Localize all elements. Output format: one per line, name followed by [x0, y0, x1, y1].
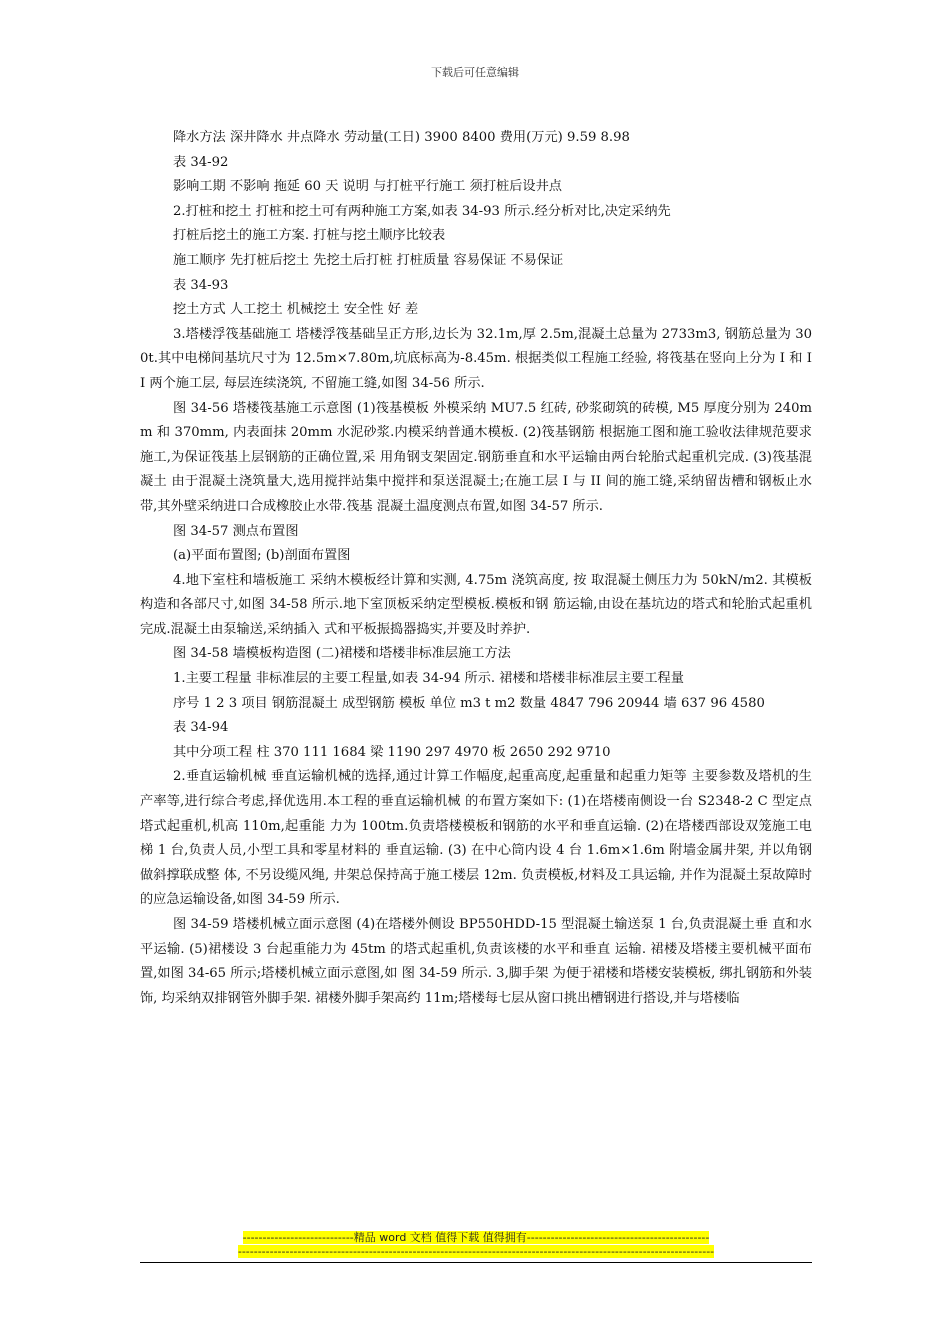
paragraph: 3.塔楼浮筏基础施工 塔楼浮筏基础呈正方形,边长为 32.1m,厚 2.5m,混凝土总量为 2733m3, 钢筋总量为 300t.其中电梯间基坑尺寸为 12.5m×7.80m,坑底标高为-8.45m. 根据类似工程施工经验, 将筏基在竖向上分为 I 和 II 两个施工层, 每层连续浇筑, 不留施工缝,如图 34-56 所示. [140, 326, 812, 391]
paragraph: 图 34-56 塔楼筏基施工示意图 (1)筏基模板 外模采纳 MU7.5 红砖, 砂浆砌筑的砖模, M5 厚度分别为 240mm 和 370mm, 内表面抹 20mm 水泥砂浆.内模采纳普通木模板. (2)筏基钢筋 根据施工图和施工验收法律规范要求施工,为保证筏基上层钢筋的正确位置,采 用角钢支架固定.钢筋垂直和水平运输由两台轮胎式起重机完成. (3)筏基混凝土 由于混凝土浇筑量大,选用搅拌站集中搅拌和泵送混凝土;在施工层 I 与 II 间的施工缝,采纳留齿槽和钢板止水带,其外壁采纳进口合成橡胶止水带.筏基 混凝土温度测点布置,如图 34-57 所示. [140, 400, 812, 514]
paragraph: 表 34-94 [173, 720, 229, 736]
paragraph: 图 34-58 墙模板构造图 (二)裙楼和塔楼非标准层施工方法 [173, 646, 511, 662]
paragraph: 2.打桩和挖土 打桩和挖土可有两种施工方案,如表 34-93 所示.经分析对比,决定采纳先 [173, 203, 671, 219]
paragraph: 挖土方式 人工挖土 机械挖土 安全性 好 差 [173, 302, 419, 318]
paragraph: 4.地下室柱和墙板施工 采纳木模板经计算和实测, 4.75m 浇筑高度, 按 取混凝土侧压力为 50kN/m2. 其模板构造和各部尺寸,如图 34-58 所示.地下室顶板采纳定型模板.模板和钢 筋运输,由设在基坑边的塔式和轮胎式起重机完成.混凝土由泵输送,采纳插入 式和平板振捣器捣实,并要及时养护. [140, 572, 812, 637]
document-body [140, 126, 812, 1011]
footer-banner-text: ----------------------------精品 word 文档 值得下载 值得拥有---------------------------------------------- [242, 1231, 710, 1244]
paragraph: 序号 1 2 3 项目 钢筋混凝土 成型钢筋 模板 单位 m3 t m2 数量 4847 796 20944 墙 637 96 4580 [173, 695, 765, 711]
paragraph: 表 34-93 [173, 277, 229, 293]
paragraph: 图 34-59 塔楼机械立面示意图 (4)在塔楼外侧设 BP550HDD-15 型混凝土输送泵 1 台,负责混凝土垂 直和水平运输. (5)裙楼设 3 台起重能力为 45tm 的塔式起重机,负责该楼的水平和垂直 运输. 裙楼及塔楼主要机械平面布置,如图 34-65 所示;塔楼机械立面示意图,如 图 34-59 所示. 3,脚手架 为便于裙楼和塔楼安装模板, 绑扎钢筋和外装饰, 均采纳双排钢管外脚手架. 裙楼外脚手架高约 11m;塔楼每七层从窗口挑出槽钢进行搭设,并与塔楼临 [140, 917, 812, 1006]
paragraph: 2.垂直运输机械 垂直运输机械的选择,通过计算工作幅度,起重高度,起重量和起重力矩等 主要参数及塔机的生产率等,进行综合考虑,择优选用.本工程的垂直运输机械 的布置方案如下: (1)在塔楼南侧设一台 S2348-2 C 型定点塔式起重机,机高 110m,起重能 力为 100tm.负责塔楼模板和钢筋的水平和垂直运输. (2)在塔楼西部设双笼施工电梯 1 台,负责人员,小型工具和零星材料的 垂直运输. (3) 在中心筒内设 4 台 1.6m×1.6m 附墙金属井架, 并以角钢做斜撑联成整 体, 不另设缆风绳, 井架总保持高于施工楼层 12m. 负责模板,材料及工具运输, 并作为混凝土泵故障时的应急运输设备,如图 34-59 所示. [140, 769, 812, 908]
paragraph: 施工顺序 先打桩后挖土 先挖土后打桩 打桩质量 容易保证 不易保证 [173, 252, 564, 268]
paragraph: 其中分项工程 柱 370 111 1684 梁 1190 297 4970 板 2650 292 9710 [173, 744, 611, 760]
paragraph: 表 34-92 [173, 154, 229, 170]
paragraph: (a)平面布置图; (b)剖面布置图 [173, 548, 351, 564]
paragraph: 1.主要工程量 非标准层的主要工程量,如表 34-94 所示. 裙楼和塔楼非标准层主要工程量 [173, 671, 684, 687]
footer-dashes-text: ------------------------------------------------------------------------------------------------------------------------ [237, 1245, 715, 1258]
footer-dashes [140, 1245, 812, 1259]
paragraph: 图 34-57 测点布置图 [173, 523, 299, 539]
footer-banner [140, 1231, 812, 1245]
paragraph: 影响工期 不影响 拖延 60 天 说明 与打桩平行施工 须打桩后设井点 [173, 179, 562, 195]
paragraph: 降水方法 深井降水 井点降水 劳动量(工日) 3900 8400 费用(万元) 9.59 8.98 [173, 130, 630, 145]
footer-rule [140, 1262, 812, 1263]
paragraph: 打桩后挖土的施工方案. 打桩与挖土顺序比较表 [173, 228, 446, 244]
page-header: 下载后可任意编辑 [431, 66, 519, 79]
